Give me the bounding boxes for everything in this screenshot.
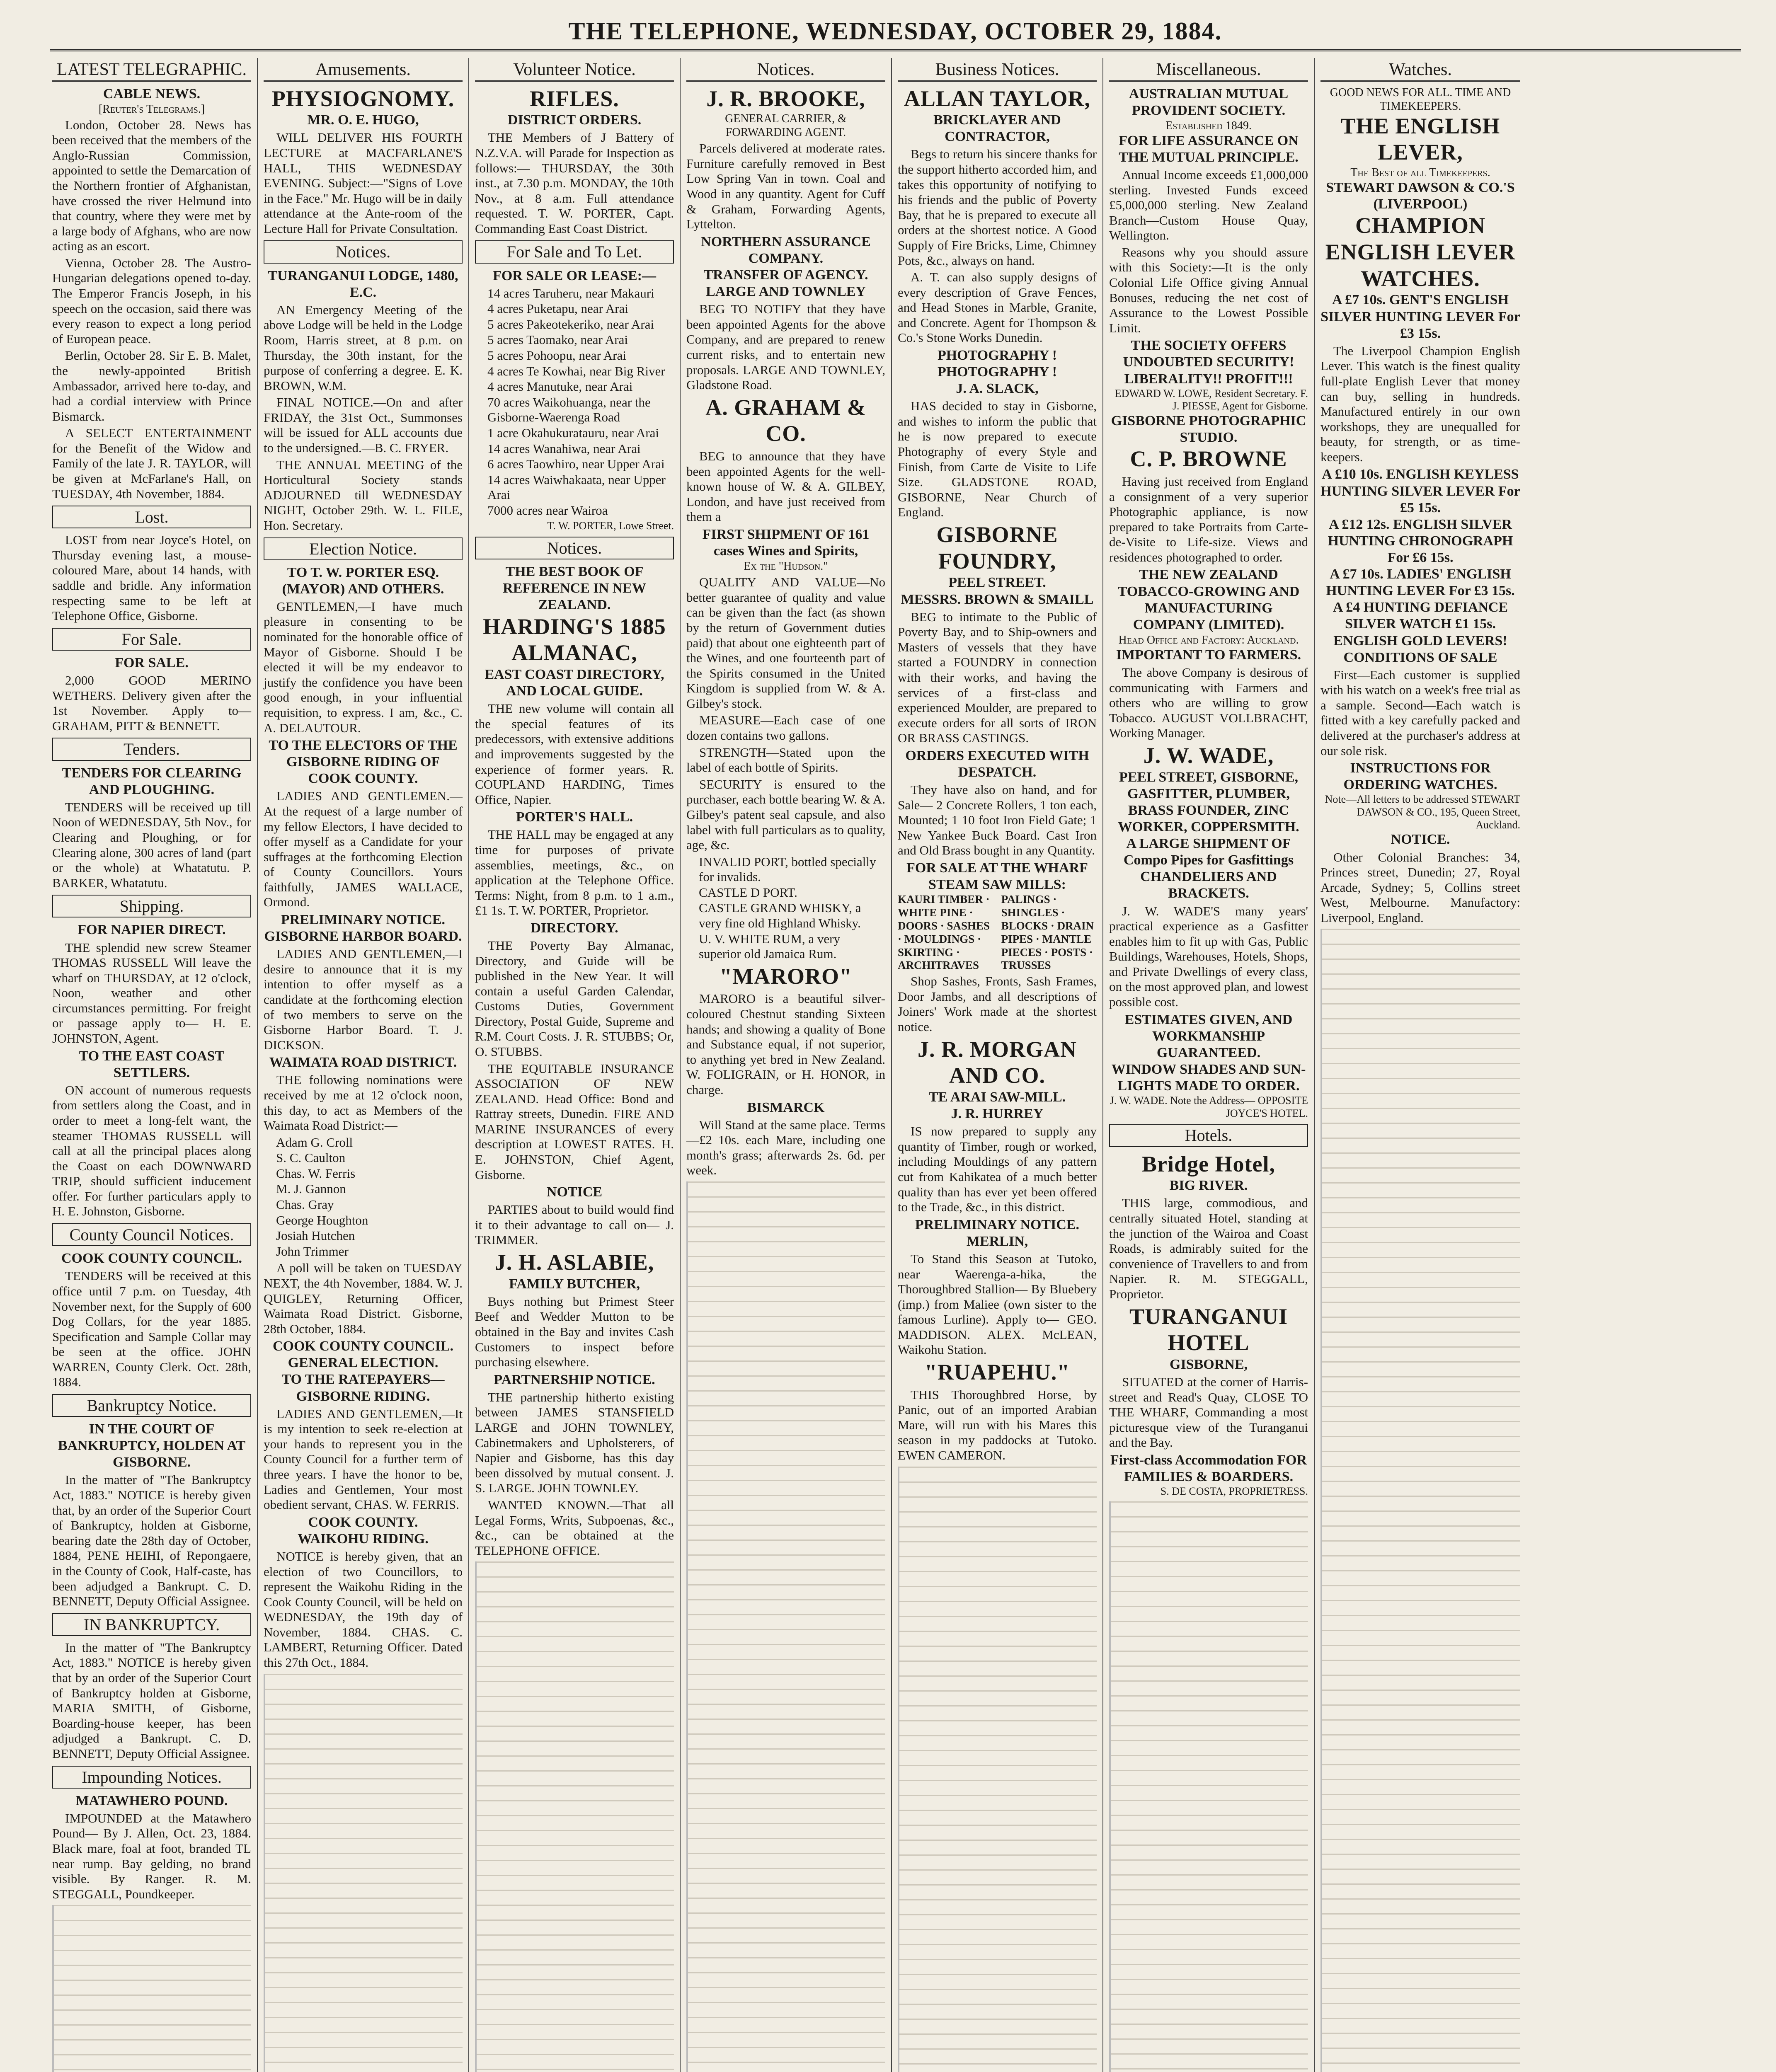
list-item: 4 acres Puketapu, near Arai (487, 301, 629, 316)
ad-body: In the matter of "The Bankruptcy Act, 1883." NOTICE is hereby given that by an order of the Superior Court of Bankruptcy holden at Gisborne, MARIA SMITH, of Gisborne, Boarding-house keeper, has been adjudged a Bankrupt. C. D. BENNETT, Deputy Official Assignee. (52, 1640, 251, 1761)
ad-heading: GENERAL ELECTION. (288, 1355, 439, 1371)
list-item: S. C. Caulton (276, 1150, 346, 1165)
ad-heading: FOR SALE AT THE WHARF STEAM SAW MILLS: (906, 860, 1088, 893)
ad-heading: GASFITTER, PLUMBER, BRASS FOUNDER, ZINC WORKER, COPPERSMITH. (1118, 786, 1299, 835)
ad-subtitle: Head Office and Factory: Auckland. (1118, 633, 1299, 646)
ad-body: THE ANNUAL MEETING of the Horticultural Society stands ADJOURNED till WEDNESDAY NIGHT, October 29th. W. L. FILE, Hon. Secretary. (264, 457, 463, 533)
ad-body: HAS decided to stay in Gisborne, and wishes to inform the public that he is now prepared to execute Photography of every Style and Finish, from Carte de Visite to Life Size. GLADSTONE ROAD, GISBORNE, Near Church of England. (898, 399, 1097, 520)
ad-subtitle: Established 1849. (1165, 119, 1252, 132)
ad-body: SITUATED at the corner of Harris-street and Read's Quay, CLOSE TO THE WHARF, Commanding a most picturesque view of the Turanganui and the Bay. (1109, 1375, 1308, 1450)
masthead: THE TELEPHONE, WEDNESDAY, OCTOBER 29, 1884. (50, 17, 1741, 51)
ad-signature: Note—All letters to be addressed STEWART DAWSON & CO., 195, Queen Street, Auckland. (1325, 793, 1520, 831)
ad-body: PARTIES about to build would find it to their advantage to call on— J. TRIMMER. (475, 1202, 674, 1247)
column-continuation (475, 1561, 674, 2072)
ad-body: Vienna, October 28. The Austro-Hungarian delegations opened to-day. The Emperor Francis Joseph, in his speech on the occasion, said there was every reason to expect a long period of European peace. (52, 255, 251, 346)
ad-body: WILL DELIVER HIS FOURTH LECTURE at MACFARLANE'S HALL, THIS WEDNESDAY EVENING. Subject:—"Signs of Love in the Face." Mr. Hugo will be in daily attendance at the Ante-room of the Lecture Hall for Private Consultation. (264, 130, 463, 236)
ad-body: Begs to return his sincere thanks for the support hitherto accorded him, and takes this opportunity of notifying to his friends and the public of Poverty Bay, that he is prepared to execute all orders at the shortest notice. A Good Supply of Fire Bricks, Lime, Chimney Pots, &c., always on hand. (898, 147, 1097, 268)
ad-body: Parcels delivered at moderate rates. Furniture carefully removed in Best Low Spring Van in town. Coal and Wood in any quantity. Agent for Cuff & Graham, Forwarding Agents, Lyttelton. (686, 141, 885, 232)
ad-heading: J. A. SLACK, (956, 381, 1039, 397)
list-item: 6 acres Taowhiro, near Upper Arai (487, 457, 665, 472)
ad-subtitle: The Best of all Timekeepers. (1350, 166, 1490, 179)
ad-heading: ORDERS EXECUTED WITH DESPATCH. (905, 748, 1089, 780)
section-heading: For Sale. (52, 628, 251, 651)
ad-body: ON account of numerous requests from settlers along the Coast, and in order to meet a long-felt want, the steamer THOMAS RUSSELL will call at all the principal places along the Coast on each DOWNWARD TRIP, should sufficient inducement offer. For further particulars apply to H. E. Johnston, Gisborne. (52, 1082, 251, 1219)
ad-heading: NORTHERN ASSURANCE COMPANY. (701, 234, 871, 266)
ad-heading: J. R. HURREY (951, 1106, 1044, 1122)
list-item: 70 acres Waikohuanga, near the Gisborne-Waerenga Road (487, 395, 651, 425)
ad-signature: EDWARD W. LOWE, Resident Secretary. F. J. PIESSE, Agent for Gisborne. (1115, 387, 1308, 412)
ad-body: BEG to intimate to the Public of Poverty Bay, and to Ship-owners and Masters of vessels that they have started a FOUNDRY in connection with their works, and having the services of a first-class and experienced Moulder, are prepared to execute orders for all sorts of IRON OR BRASS CASTINGS. (898, 609, 1097, 746)
notice-list (686, 854, 885, 962)
ad-heading: BISMARCK (747, 1099, 825, 1115)
ad-title: "RUAPEHU." (924, 1360, 1070, 1385)
list-item: Chas. Gray (276, 1197, 334, 1212)
ad-heading: PRELIMINARY NOTICE. (915, 1217, 1080, 1232)
list-item: M. J. Gannon (276, 1181, 346, 1196)
section-heading: Impounding Notices. (52, 1766, 251, 1789)
ad-body: THIS large, commodious, and centrally situated Hotel, standing at the junction of the Wairoa and Coast Roads, is admirably suited for the convenience of Travellers to and from Napier. R. M. STEGGALL, Proprietor. (1109, 1196, 1308, 1301)
ad-title: PHYSIOGNOMY. (271, 86, 455, 111)
section-heading: Election Notice. (264, 537, 463, 560)
ad-body: Will Stand at the same place. Terms—£2 10s. each Mare, including one month's grass; afterwards 2s. 6d. per week. (686, 1117, 885, 1178)
list-item: 5 acres Pakeotekeriko, near Arai (487, 317, 654, 332)
section-heading: Tenders. (52, 738, 251, 760)
ad-title: "MARORO" (720, 963, 852, 989)
section-heading: Lost. (52, 506, 251, 528)
ad-heading: A £7 10s. GENT'S ENGLISH SILVER HUNTING LEVER For £3 15s. (1320, 292, 1520, 341)
ad-heading: PARTNERSHIP NOTICE. (494, 1372, 655, 1387)
column-heading: LATEST TELEGRAPHIC. (52, 60, 251, 82)
list-item: 14 acres Waiwhakaata, near Upper Arai (487, 472, 666, 502)
section-heading: Bankruptcy Notice. (52, 1394, 251, 1417)
ad-heading: MR. O. E. HUGO, (307, 112, 419, 128)
list-item: 4 acres Manutuke, near Arai (487, 379, 633, 394)
list-item: 5 acres Pohoopu, near Arai (487, 348, 626, 363)
ad-body: SECURITY is ensured to the purchaser, each bottle bearing W. & A. Gilbey's patent seal capsule, and also label with full particulars as to quality, age, &c. (686, 777, 885, 852)
ad-body: A SELECT ENTERTAINMENT for the Benefit of the Widow and Family of the late J. R. TAYLOR, will be given at McFarlane's Hall, on TUESDAY, 4th November, 1884. (52, 426, 251, 501)
timber-list (898, 893, 1097, 972)
ad-body: They have also on hand, and for Sale— 2 Concrete Rollers, 1 ton each, Mounted; 1 10 foot Iron Field Gate; 1 New Yankee Buck Board. Cast Iron and Old Brass bought in any Quantity. (898, 782, 1097, 858)
ad-heading: STEWART DAWSON & CO.'S (LIVERPOOL) (1326, 180, 1515, 212)
ad-heading: GISBORNE HARBOR BOARD. (264, 929, 462, 944)
ad-body: To Stand this Season at Tutoko, near Waerenga-a-hika, the Thoroughbred Stallion— By Bluebery (imp.) from Maliee (own sister to the famous Lurline). Apply to— GEO. MADDISON. ALEX. McLEAN, Waikohu Station. (898, 1251, 1097, 1357)
ad-body: THE EQUITABLE INSURANCE ASSOCIATION OF NEW ZEALAND. Head Office: Bond and Rattray streets, Dunedin. FIRE AND MARINE INSURANCES of every description at LOWEST RATES. H. E. JOHNSTON, Chief Agent, Gisborne. (475, 1061, 674, 1182)
ad-heading: TO THE EAST COAST SETTLERS. (79, 1048, 225, 1080)
ad-body: Having just received from England a consignment of a very superior Photographic appliance, is now prepared to take Portraits from Carte-de-Visite to Life-size. Views and residences photographed to order. (1109, 474, 1308, 564)
ad-heading: MATAWHERO POUND. (75, 1793, 228, 1808)
ad-heading: GISBORNE PHOTOGRAPHIC STUDIO. (1111, 413, 1306, 445)
ad-heading: THE SOCIETY OFFERS UNDOUBTED SECURITY! LIBERALITY!! PROFIT!!! (1123, 338, 1294, 387)
section-heading: Shipping. (52, 895, 251, 917)
ad-title: J. H. ASLABIE, (494, 1250, 654, 1275)
ad-heading: TO T. W. PORTER ESQ. (MAYOR) AND OTHERS. (282, 564, 444, 597)
ad-body: BEG TO NOTIFY that they have been appointed Agents for the above Company, and are prepared to renew current risks, and to entertain new proposals. LARGE AND TOWNLEY, Gladstone Road. (686, 302, 885, 392)
ad-title: J. W. WADE, (1143, 743, 1274, 768)
ad-heading: TO THE RATEPAYERS—GISBORNE RIDING. (281, 1372, 445, 1404)
ad-heading: A £7 10s. LADIES' ENGLISH HUNTING LEVER For £3 15s. (1326, 566, 1515, 599)
ad-heading: ESTIMATES GIVEN, AND WORKMANSHIP GUARANTEED. (1124, 1012, 1293, 1060)
ad-body: AN Emergency Meeting of the above Lodge will be held in the Lodge Room, Harris street, at 8 p.m. on Thursday, the 30th instant, for the purpose of conferring a degree. E. K. BROWN, W.M. (264, 302, 463, 393)
ad-body: FINAL NOTICE.—On and after FRIDAY, the 31st Oct., Summonses will be issued for ALL accounts due to the undersigned.—B. C. FRYER. (264, 395, 463, 455)
ad-body: TENDERS will be received at this office until 7 p.m. on Tuesday, 4th November next, for the Supply of 600 Dog Collars, for the year 1885. Specification and Sample Collar may be seen at the office. JOHN WARREN, County Clerk. Oct. 28th, 1884. (52, 1268, 251, 1389)
ad-body: Reasons why you should assure with this Society:—It is the only Colonial Life Office giving Annual Bonuses, reducing the net cost of Assurance to the Lowest Possible Limit. (1109, 244, 1308, 335)
list-item: John Trimmer (276, 1244, 349, 1259)
ad-title: J. R. MORGAN AND CO. (918, 1036, 1077, 1088)
column-heading: Business Notices. (898, 60, 1097, 82)
ad-heading: DIRECTORY. (531, 920, 618, 936)
columns (46, 58, 1742, 2072)
ad-body: Berlin, October 28. Sir E. B. Malet, the newly-appointed British Ambassador, arrived here to-day, and had a cordial interview with Prince Bismarck. (52, 348, 251, 424)
column-continuation (52, 1905, 251, 2072)
section-heading: IN BANKRUPTCY. (52, 1613, 251, 1636)
ad-heading: COOK COUNTY. (308, 1514, 418, 1530)
list-item: 14 acres Wanahiwa, near Arai (487, 441, 641, 456)
ad-heading: COOK COUNTY COUNCIL. (272, 1339, 454, 1354)
column-continuation (898, 1467, 1097, 2072)
ad-body: IS now prepared to supply any quantity of Timber, rough or worked, including Mouldings of any pattern cut from Kahikatea of a much better quality than has ever yet been offered to the Trade, &c., in this district. (898, 1124, 1097, 1215)
timber-list-left: KAURI TIMBER · WHITE PINE · DOORS · SASHES · MOULDINGS · SKIRTING · ARCHITRAVES (898, 893, 990, 972)
ad-heading: PHOTOGRAPHY ! PHOTOGRAPHY ! (937, 348, 1057, 380)
column-6 (1103, 58, 1315, 2072)
ad-heading: BRICKLAYER AND CONTRACTOR, (933, 112, 1061, 145)
ad-signature: J. W. WADE. Note the Address— OPPOSITE JOYCE'S HOTEL. (1110, 1094, 1308, 1119)
ad-subtitle: GENERAL CARRIER, & FORWARDING AGENT. (725, 112, 847, 139)
ad-heading: NOTICE (546, 1184, 603, 1200)
ad-heading: THE BEST BOOK OF REFERENCE IN NEW ZEALAND. (503, 564, 646, 613)
list-item: Adam G. Croll (276, 1135, 353, 1150)
ad-body: QUALITY AND VALUE—No better guarantee of quality and value can be given than the fact (as shown by the return of Government duties paid) that about one eighteenth part of the Wines, and one fourteenth part of the Spirits consumed in the United Kingdom is supplied from W. & A. Gilbey's stock. (686, 575, 885, 711)
ad-body: MEASURE—Each case of one dozen contains two gallons. (686, 713, 885, 743)
column-heading: Notices. (686, 60, 885, 82)
ad-title: CHAMPION ENGLISH LEVER WATCHES. (1325, 213, 1516, 291)
ad-subtitle: [Reuter's Telegrams.] (98, 102, 205, 116)
ad-body: Other Colonial Branches: 34, Princes street, Dunedin; 27, Royal Arcade, Sydney; 5, Collins street West, Melbourne. Manufactory: Liverpool, England. (1320, 850, 1520, 925)
list-item: 1 acre Okahukuratauru, near Arai (487, 425, 659, 440)
ad-heading: NOTICE. (1391, 832, 1450, 847)
ad-heading: PORTER'S HALL. (516, 809, 633, 825)
ad-title: Bridge Hotel, (1142, 1151, 1275, 1176)
column-heading: Miscellaneous. (1109, 60, 1308, 82)
list-item: Josiah Hutchen (276, 1228, 355, 1243)
ad-signature: T. W. PORTER, Lowe Street. (547, 520, 674, 532)
ad-body: Buys nothing but Primest Steer Beef and Wedder Mutton to be obtained in the Bay and invites Cash Customers to inspect before purchasing elsewhere. (475, 1294, 674, 1370)
ad-heading: TO THE ELECTORS OF THE GISBORNE RIDING OF COOK COUNTY. (269, 738, 458, 787)
ad-heading: MERLIN, (966, 1233, 1028, 1249)
ad-heading: A £4 HUNTING DEFIANCE SILVER WATCH £1 15s. (1333, 600, 1508, 632)
ad-heading: TRANSFER OF AGENCY. (703, 267, 868, 283)
ad-body: WANTED KNOWN.—That all Legal Forms, Writs, Subpoenas, &c., &c., can be obtained at the TELEPHONE OFFICE. (475, 1497, 674, 1558)
ad-heading: TE ARAI SAW-MILL. (928, 1089, 1066, 1105)
section-heading: For Sale and To Let. (475, 240, 674, 263)
ad-heading: DISTRICT ORDERS. (507, 112, 642, 128)
ad-body: LADIES AND GENTLEMEN,—I desire to announce that it is my intention to offer myself as a candidate at the forthcoming election of two members to serve on the Gisborne Harbor Board. T. J. DICKSON. (264, 946, 463, 1052)
ad-body: LADIES AND GENTLEMEN.—At the request of a large number of my fellow Electors, I have decided to offer myself as a Candidate for your suffrages at the forthcoming Election of County Councillors. Yours faithfully, JAMES WALLACE, Ormond. (264, 789, 463, 910)
ad-heading: FOR LIFE ASSURANCE ON THE MUTUAL PRINCIPLE. (1119, 133, 1299, 165)
ad-heading: ENGLISH GOLD LEVERS! (1333, 633, 1507, 649)
ad-signature: S. DE COSTA, PROPRIETRESS. (1160, 1485, 1308, 1498)
ad-heading: WAIKOHU RIDING. (298, 1531, 429, 1547)
ad-body: LOST from near Joyce's Hotel, on Thursday evening last, a mouse-coloured Mare, about 14 hands, with saddle and bridle. Any information respecting same to be left at Telephone Office, Gisborne. (52, 533, 251, 623)
column-5 (892, 58, 1103, 2072)
list-item: CASTLE D PORT. (699, 885, 797, 900)
ad-body: GENTLEMEN,—I have much pleasure in consenting to be nominated for the honorable office of Mayor of Gisborne. Should I be elected it will be my endeavor to justify the confidence you have been good enough, in your influential requisition, to express. I am, &c., C. A. DELAUTOUR. (264, 599, 463, 735)
list-item: George Houghton (276, 1213, 368, 1227)
ad-title: J. R. BROOKE, (706, 86, 865, 111)
ad-heading: First-class Accommodation FOR FAMILIES & BOARDERS. (1110, 1452, 1307, 1485)
column-7 (1315, 58, 1526, 2072)
ad-body: A. T. can also supply designs of every description of Grave Fences, and Head Stones in Marble, Granite, and Concrete. Agent for Thompson & Co.'s Stone Works Dunedin. (898, 270, 1097, 345)
ad-heading: PEEL STREET. (948, 575, 1046, 591)
ad-body: IMPOUNDED at the Matawhero Pound— By J. Allen, Oct. 23, 1884. Black mare, foal at foot, branded TL near rump. Bay gelding, no brand visible. By Ranger. R. M. STEGGALL, Poundkeeper. (52, 1811, 251, 1901)
ad-heading: WAIMATA ROAD DISTRICT. (269, 1055, 457, 1070)
ad-heading: EAST COAST DIRECTORY, AND LOCAL GUIDE. (485, 667, 664, 699)
list-item: 5 acres Taomako, near Arai (487, 332, 628, 347)
column-continuation (1320, 929, 1520, 2072)
ad-heading: A £12 12s. ENGLISH SILVER HUNTING CHRONOGRAPH For £6 15s. (1328, 516, 1513, 565)
ad-body: THE Members of J Battery of N.Z.V.A. will Parade for Inspection as follows:— THURSDAY, the 30th inst., at 7.30 p.m. MONDAY, the 10th Nov., at 8 a.m. Full attendance requested. T. W. PORTER, Capt. Commanding East Coast District. (475, 130, 674, 236)
ad-heading: CABLE NEWS. (103, 86, 201, 102)
ad-heading: MESSRS. BROWN & SMAILL (901, 591, 1094, 607)
ad-heading: PRELIMINARY NOTICE. (281, 912, 446, 928)
column-continuation (264, 1674, 463, 2072)
section-heading: Hotels. (1109, 1124, 1308, 1147)
ad-heading: INSTRUCTIONS FOR ORDERING WATCHES. (1343, 760, 1497, 793)
ad-body: THE HALL may be engaged at any time for purposes of private assemblies, meetings, &c., on application at the Telephone Office. Terms: Night, from 8 p.m. to 1 a.m., £1 1s. T. W. PORTER, Proprietor. (475, 827, 674, 918)
ad-body: THE Poverty Bay Almanac, Directory, and Guide will be published in the New Year. It will contain a useful Garden Calendar, Customs Duties, Government Directory, Postal Guide, Supreme and R.M. Court Costs. J. R. STUBBS; Or, O. STUBBS. (475, 938, 674, 1059)
column-continuation (1109, 1501, 1308, 2072)
ad-body: THE following nominations were received by me at 12 o'clock noon, this day, to act as Members of the Waimata Road District:— (264, 1072, 463, 1133)
list-item: 14 acres Taruheru, near Makauri (487, 286, 654, 300)
ad-heading: BIG RIVER. (1169, 1178, 1248, 1193)
ad-heading: FOR SALE. (115, 655, 189, 670)
ad-heading: FOR NAPIER DIRECT. (78, 922, 226, 938)
ad-body: MARORO is a beautiful silver-coloured Chestnut standing Sixteen hands; and showing a quality of Bone and Substance equal, if not superior, to anything yet bred in New Zealand. W. FOLIGRAIN, or H. HONOR, in charge. (686, 991, 885, 1097)
ad-title: HARDING'S 1885 ALMANAC, (483, 614, 666, 666)
ad-body: LADIES AND GENTLEMEN,—It is my intention to seek re-election at your hands to represent you in the County Council for a further term of three years. I have the honor to be, Ladies and Gentlemen, Your most obedient servant, CHAS. W. FERRIS. (264, 1406, 463, 1512)
column-1 (46, 58, 258, 2072)
ad-body: In the matter of "The Bankruptcy Act, 1883." NOTICE is hereby given that, by an order of the Superior Court of Bankruptcy, holden at Gisborne, bearing date the 28th day of October, 1884, PENE HEIHI, of Repongaere, in the County of Cook, Half-caste, has been adjudged a Bankrupt. C. D. BENNETT, Deputy Official Assignee. (52, 1472, 251, 1609)
list-item: INVALID PORT, bottled specially for invalids. (699, 854, 876, 884)
ad-body: The Liverpool Champion English Lever. This watch is the finest quality full-plate English Lever that money can buy, selling in hundreds. Manufactured entirely in our own workshops, they are unequalled for beauty, for strength, or as time-keepers. (1320, 343, 1520, 464)
column-heading: Volunteer Notice. (475, 60, 674, 82)
ad-heading: FIRST SHIPMENT OF 161 cases Wines and Spirits, (702, 527, 870, 559)
list-item: 7000 acres near Wairoa (487, 503, 608, 518)
ad-body: London, October 28. News has been received that the members of the Anglo-Russian Commission, appointed to settle the Demarcation of the Northern frontier of Afghanistan, have crossed the river Helmund into that country, where they were met by a large body of Afghans, who are now acting as an escort. (52, 117, 251, 254)
ad-heading: A £10 10s. ENGLISH KEYLESS HUNTING SILVER LEVER For £5 15s. (1320, 467, 1520, 516)
section-heading: Notices. (475, 537, 674, 559)
ad-body: Annual Income exceeds £1,000,000 sterling. Invested Funds exceed £5,000,000 sterling. New Zealand Branch—Custom House Quay, Wellington. (1109, 167, 1308, 243)
ad-heading: CONDITIONS OF SALE (1343, 649, 1497, 665)
ad-body: Shop Sashes, Fronts, Sash Frames, Door Jambs, and all descriptions of Joiners' Work made at the shortest notice. (898, 974, 1097, 1034)
ad-body: J. W. WADE'S many years' practical experience as a Gasfitter enables him to fit up with Gas, Public Buildings, Warehouses, Hotels, Shops, and Private Dwellings of every class, on the most approved plan, and lowest possible cost. (1109, 903, 1308, 1009)
ad-heading: A LARGE SHIPMENT OF Compo Pipes for Gasfittings (1123, 836, 1294, 868)
column-3 (469, 58, 681, 2072)
ad-heading: TENDERS FOR CLEARING AND PLOUGHING. (62, 765, 242, 797)
ad-title: RIFLES. (530, 86, 619, 111)
ad-heading: FOR SALE OR LEASE:— (493, 268, 656, 283)
ad-subtitle: GOOD NEWS FOR ALL. TIME AND TIMEKEEPERS. (1330, 86, 1511, 113)
column-2 (258, 58, 469, 2072)
ad-heading: CHANDELIERS AND BRACKETS. (1140, 869, 1277, 901)
ad-body: STRENGTH—Stated upon the label of each bottle of Spirits. (686, 745, 885, 775)
ad-subtitle: Ex the "Hudson." (744, 560, 828, 573)
ad-body: A poll will be taken on TUESDAY NEXT, the 4th November, 1884. W. J. QUIGLEY, Returning Officer, Waimata Road District. Gisborne, 28th October, 1884. (264, 1261, 463, 1336)
ad-heading: COOK COUNTY COUNCIL. (61, 1251, 242, 1266)
notice-list (475, 286, 674, 518)
ad-body: 2,000 GOOD MERINO WETHERS. Delivery given after the 1st November. Apply to— GRAHAM, PITT & BENNETT. (52, 673, 251, 733)
ad-heading: AUSTRALIAN MUTUAL PROVIDENT SOCIETY. (1129, 86, 1289, 118)
list-item: 4 acres Te Kowhai, near Big River (487, 363, 665, 378)
column-heading: Watches. (1320, 60, 1520, 82)
ad-body: NOTICE is hereby given, that an election of two Councillors, to represent the Waikohu Riding in the Cook County Council, will be held on WEDNESDAY, the 19th day of November, 1884. CHAS. C. LAMBERT, Returning Officer. Dated this 27th Oct., 1884. (264, 1549, 463, 1670)
ad-body: THE partnership hitherto existing between JAMES STANSFIELD LARGE and JOHN TOWNLEY, Cabinetmakers and Upholsterers, of Napier and Gisborne, has this day been dissolved by mutual consent. J. S. LARGE. JOHN TOWNLEY. (475, 1389, 674, 1496)
ad-body: TENDERS will be received up till Noon of WEDNESDAY, 5th Nov., for Clearing and Ploughing, or for Clearing alone, 300 acres of land (part or the whole) at Whatatutu. P. BARKER, Whatatutu. (52, 799, 251, 890)
ad-heading: IN THE COURT OF BANKRUPTCY, HOLDEN AT GISBORNE. (58, 1421, 246, 1470)
ad-heading: THE NEW ZEALAND TOBACCO-GROWING AND MANUFACTURING COMPANY (LIMITED). (1117, 567, 1300, 632)
ad-heading: IMPORTANT TO FARMERS. (1116, 647, 1301, 663)
ad-body: THE splendid new screw Steamer THOMAS RUSSELL Will leave the wharf on THURSDAY, at 12 o'clock, Noon, weather and other circumstances permitting. For freight or passage apply to— H. E. JOHNSTON, Agent. (52, 940, 251, 1046)
column-continuation (686, 1181, 885, 2072)
ad-heading: WINDOW SHADES AND SUN-LIGHTS MADE TO ORDER. (1111, 1061, 1306, 1094)
section-heading: Notices. (264, 240, 463, 263)
ad-body: THIS Thoroughbred Horse, by Panic, out of an imported Arabian Mare, will run with his Mares this season in my paddocks at Tutoko. EWEN CAMERON. (898, 1387, 1097, 1463)
section-heading: County Council Notices. (52, 1223, 251, 1246)
ad-heading: FAMILY BUTCHER, (509, 1276, 640, 1292)
ad-title: GISBORNE FOUNDRY, (936, 522, 1058, 574)
ad-title: TURANGANUI HOTEL (1129, 1304, 1288, 1356)
ad-heading: TURANGANUI LODGE, 1480, E.C. (268, 268, 458, 300)
ad-body: BEG to announce that they have been appointed Agents for the well-known house of W. & A. GILBEY, London, and have just received from them a (686, 449, 885, 524)
list-item: CASTLE GRAND WHISKY, a very fine old Highland Whisky. (699, 900, 861, 930)
list-item: U. V. WHITE RUM, a very superior old Jamaica Rum. (699, 931, 840, 961)
ad-title: THE ENGLISH LEVER, (1340, 113, 1500, 165)
ad-heading: LARGE AND TOWNLEY (705, 284, 866, 300)
ad-body: The above Company is desirous of communicating with Farmers and others who are willing to grow Tobacco. AUGUST VOLLBRACHT, Working Manager. (1109, 665, 1308, 741)
ad-title: ALLAN TAYLOR, (904, 86, 1091, 111)
ad-title: A. GRAHAM & CO. (705, 395, 866, 446)
ad-heading: GISBORNE, (1170, 1356, 1248, 1372)
notice-list (264, 1135, 463, 1259)
timber-list-right: PALINGS · SHINGLES · BLOCKS · DRAIN PIPES · MANTLE PIECES · POSTS · TRUSSES (1001, 893, 1094, 972)
list-item: Chas. W. Ferris (276, 1166, 356, 1181)
column-heading: Amusements. (264, 60, 463, 82)
column-4 (681, 58, 892, 2072)
ad-title: C. P. BROWNE (1130, 446, 1287, 472)
ad-body: First—Each customer is supplied with his watch on a week's free trial as a sample. Second—Each watch is fitted with a key carefully packed and delivered at the purchaser's address at our sole risk. (1320, 667, 1520, 758)
ad-heading: PEEL STREET, GISBORNE, (1119, 769, 1299, 785)
ad-body: THE new volume will contain all the special features of its predecessors, with extensive additions and improvements suggested by the experience of former years. R. COUPLAND HARDING, Times Office, Napier. (475, 701, 674, 807)
